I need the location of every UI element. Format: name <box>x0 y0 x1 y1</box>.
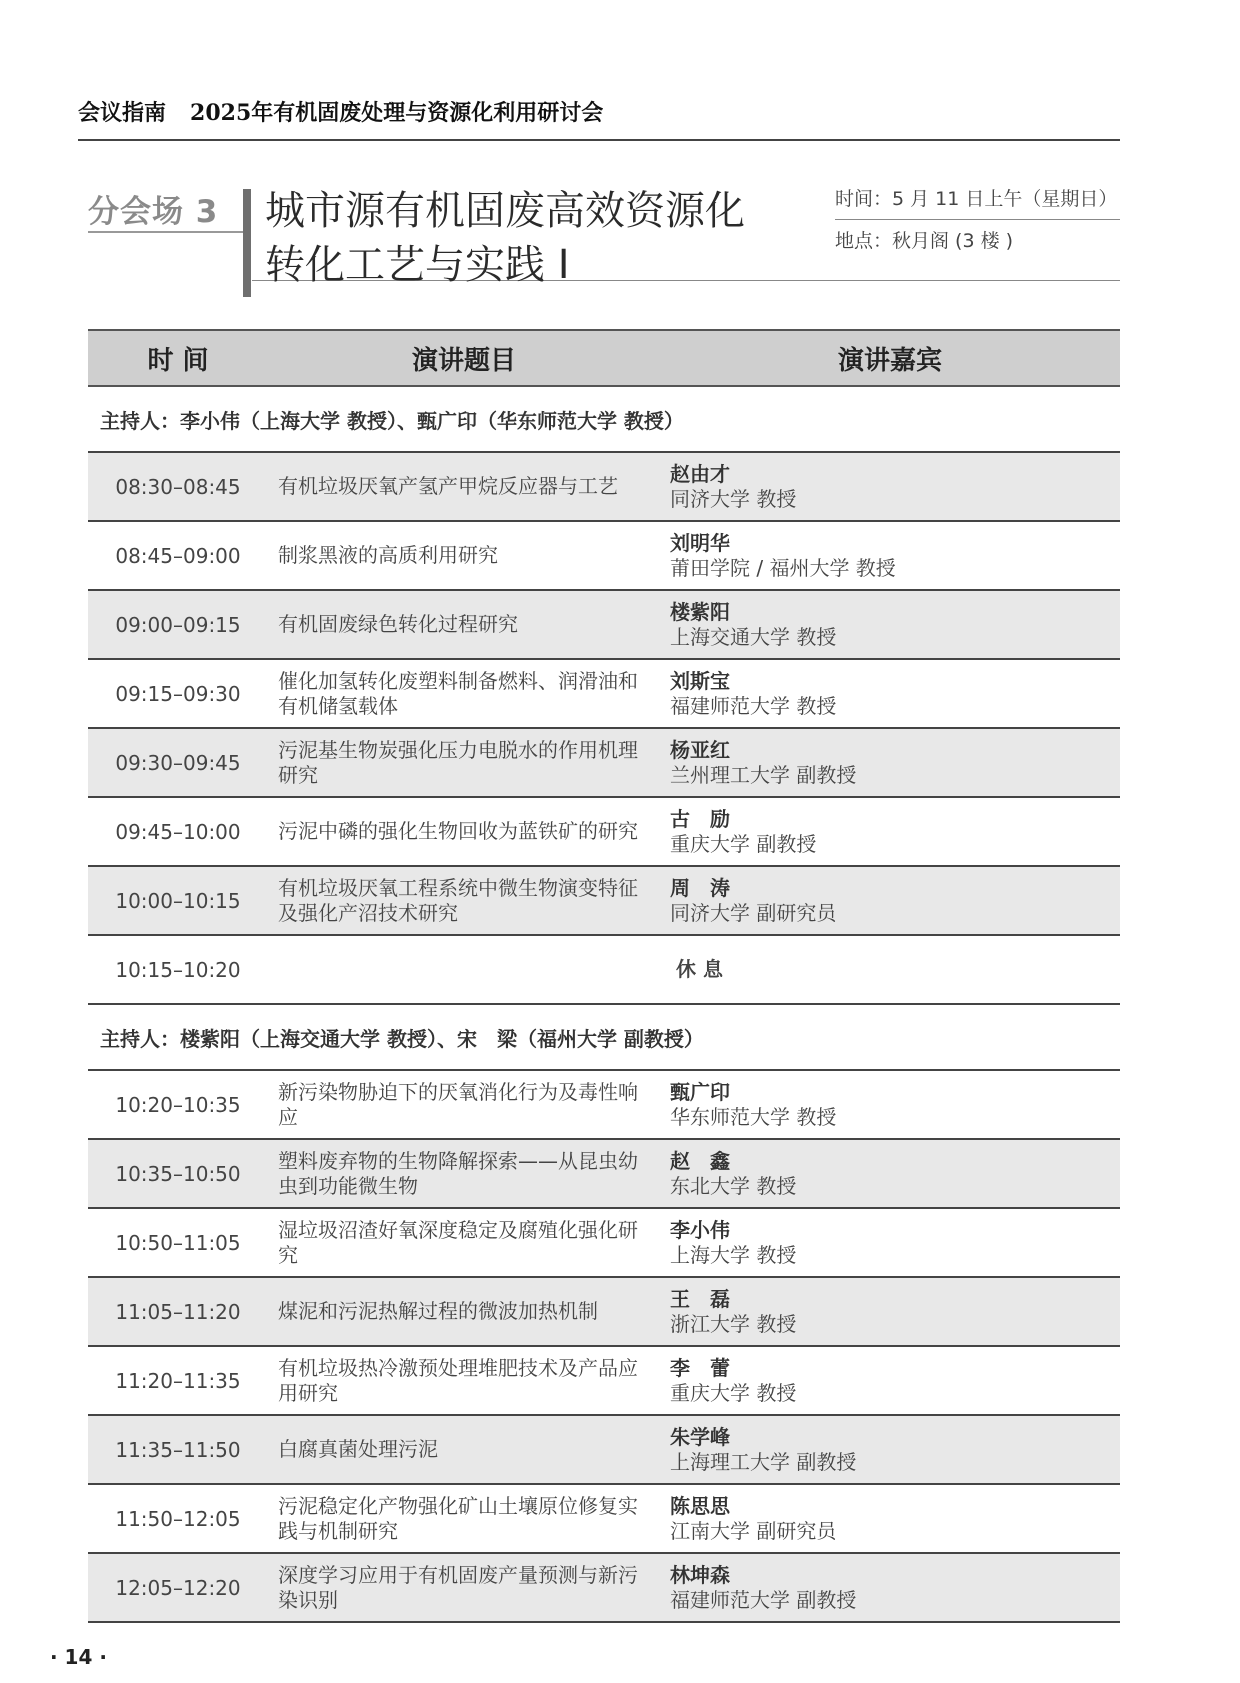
speaker-affiliation: 重庆大学 教授 <box>670 1380 797 1405</box>
title-accent-bar <box>243 189 251 297</box>
break-row <box>88 935 1120 1004</box>
speaker-name: 李小伟 <box>670 1217 730 1242</box>
header-rule <box>78 139 1120 141</box>
table-row <box>88 659 1120 728</box>
table-row <box>88 1208 1120 1277</box>
table-row <box>88 1415 1120 1484</box>
table-row <box>88 521 1120 590</box>
session-title-line1: 城市源有机固废高效资源化 <box>265 188 745 234</box>
topic-cell: 污泥稳定化产物强化矿山土壤原位修复实践与机制研究 <box>268 1484 660 1553</box>
speaker-affiliation: 福建师范大学 副教授 <box>670 1587 857 1612</box>
time-cell: 12:05–12:20 <box>88 1553 268 1622</box>
schedule-body <box>88 386 1120 1622</box>
speaker-affiliation: 浙江大学 教授 <box>670 1311 797 1336</box>
session-meta <box>835 186 1120 261</box>
time-cell: 09:00–09:15 <box>88 590 268 659</box>
topic-cell: 制浆黑液的高质利用研究 <box>268 521 660 590</box>
topic-cell: 有机垃圾热冷激预处理堆肥技术及产品应用研究 <box>268 1346 660 1415</box>
time-cell: 10:50–11:05 <box>88 1208 268 1277</box>
speaker-cell <box>660 452 1120 521</box>
topic-cell: 湿垃圾沼渣好氧深度稳定及腐殖化强化研究 <box>268 1208 660 1277</box>
page-number: · 14 · <box>50 1645 107 1669</box>
topic-cell: 催化加氢转化废塑料制备燃料、润滑油和有机储氢载体 <box>268 659 660 728</box>
speaker-name: 刘明华 <box>670 530 730 555</box>
speaker-cell <box>660 1484 1120 1553</box>
speaker-cell <box>660 521 1120 590</box>
speaker-name: 周 涛 <box>670 875 730 900</box>
speaker-affiliation: 华东师范大学 教授 <box>670 1104 837 1129</box>
speaker-affiliation: 江南大学 副研究员 <box>670 1518 837 1543</box>
schedule-table <box>88 329 1120 1623</box>
speaker-cell <box>660 1070 1120 1139</box>
speaker-name: 陈思思 <box>670 1493 730 1518</box>
table-header-row <box>88 330 1120 386</box>
table-row <box>88 1553 1120 1622</box>
topic-cell: 煤泥和污泥热解过程的微波加热机制 <box>268 1277 660 1346</box>
time-cell: 10:20–10:35 <box>88 1070 268 1139</box>
speaker-cell <box>660 728 1120 797</box>
host-text: 主持人：楼紫阳（上海交通大学 教授）、宋 梁（福州大学 副教授） <box>88 1004 1120 1070</box>
table-row <box>88 728 1120 797</box>
host-row <box>88 386 1120 452</box>
table-row <box>88 1484 1120 1553</box>
running-header <box>78 96 1118 127</box>
topic-cell: 有机垃圾厌氧工程系统中微生物演变特征及强化产沼技术研究 <box>268 866 660 935</box>
topic-cell: 塑料废弃物的生物降解探索——从昆虫幼虫到功能微生物 <box>268 1139 660 1208</box>
host-text: 主持人：李小伟（上海大学 教授）、甄广印（华东师范大学 教授） <box>88 386 1120 452</box>
table-row <box>88 1277 1120 1346</box>
time-cell: 11:35–11:50 <box>88 1415 268 1484</box>
table-row <box>88 1139 1120 1208</box>
speaker-cell <box>660 1277 1120 1346</box>
speaker-cell <box>660 1415 1120 1484</box>
speaker-name: 李 蕾 <box>670 1355 730 1380</box>
speaker-affiliation: 重庆大学 副教授 <box>670 831 817 856</box>
session-location: 地点：秋月阁 (3 楼 ) <box>835 230 1014 252</box>
topic-cell: 有机垃圾厌氧产氢产甲烷反应器与工艺 <box>268 452 660 521</box>
time-cell: 09:45–10:00 <box>88 797 268 866</box>
speaker-name: 赵 鑫 <box>670 1148 730 1173</box>
time-cell: 11:05–11:20 <box>88 1277 268 1346</box>
time-cell: 11:20–11:35 <box>88 1346 268 1415</box>
speaker-affiliation: 上海大学 教授 <box>670 1242 797 1267</box>
col-header-speaker: 演讲嘉宾 <box>660 330 1120 386</box>
topic-cell: 白腐真菌处理污泥 <box>268 1415 660 1484</box>
col-header-time: 时 间 <box>88 330 268 386</box>
speaker-name: 楼紫阳 <box>670 599 730 624</box>
speaker-affiliation: 兰州理工大学 副教授 <box>670 762 857 787</box>
speaker-name: 古 励 <box>670 806 730 831</box>
table-row <box>88 590 1120 659</box>
table-row <box>88 1070 1120 1139</box>
speaker-name: 朱学峰 <box>670 1424 730 1449</box>
topic-cell: 新污染物胁迫下的厌氧消化行为及毒性响应 <box>268 1070 660 1139</box>
topic-cell <box>268 935 660 1004</box>
session-label-rule <box>88 231 244 233</box>
session-time: 时间：5 月 11 日上午（星期日） <box>835 188 1118 210</box>
speaker-name: 王 磊 <box>670 1286 730 1311</box>
time-cell: 10:35–10:50 <box>88 1139 268 1208</box>
time-cell: 08:45–09:00 <box>88 521 268 590</box>
meta-divider <box>835 219 1120 220</box>
speaker-affiliation: 上海交通大学 教授 <box>670 624 837 649</box>
speaker-cell <box>660 1553 1120 1622</box>
speaker-affiliation: 莆田学院 / 福州大学 教授 <box>670 555 896 580</box>
speaker-affiliation: 同济大学 教授 <box>670 486 797 511</box>
topic-cell: 污泥中磷的强化生物回收为蓝铁矿的研究 <box>268 797 660 866</box>
speaker-cell <box>660 1139 1120 1208</box>
time-cell: 11:50–12:05 <box>88 1484 268 1553</box>
table-row <box>88 797 1120 866</box>
speaker-name: 林坤森 <box>670 1562 730 1587</box>
session-title <box>265 184 805 292</box>
speaker-cell <box>660 590 1120 659</box>
speaker-cell <box>660 797 1120 866</box>
speaker-name: 杨亚红 <box>670 737 730 762</box>
topic-cell: 污泥基生物炭强化压力电脱水的作用机理研究 <box>268 728 660 797</box>
header-section: 会议指南 <box>78 100 167 126</box>
speaker-cell <box>660 659 1120 728</box>
col-header-topic: 演讲题目 <box>268 330 660 386</box>
speaker-name: 甄广印 <box>670 1079 730 1104</box>
host-row <box>88 1004 1120 1070</box>
session-title-line2: 转化工艺与实践 I <box>265 242 570 288</box>
speaker-name: 赵由才 <box>670 461 730 486</box>
break-label: 休 息 <box>660 935 1120 1004</box>
speaker-affiliation: 同济大学 副研究员 <box>670 900 837 925</box>
speaker-cell <box>660 866 1120 935</box>
time-cell: 09:30–09:45 <box>88 728 268 797</box>
speaker-affiliation: 上海理工大学 副教授 <box>670 1449 857 1474</box>
topic-cell: 深度学习应用于有机固废产量预测与新污染识别 <box>268 1553 660 1622</box>
time-cell: 09:15–09:30 <box>88 659 268 728</box>
session-label: 分会场 3 <box>88 194 219 230</box>
speaker-cell <box>660 1346 1120 1415</box>
time-cell: 08:30–08:45 <box>88 452 268 521</box>
table-row <box>88 1346 1120 1415</box>
table-row <box>88 452 1120 521</box>
header-conference: 2025年有机固废处理与资源化利用研讨会 <box>190 100 604 126</box>
speaker-cell <box>660 1208 1120 1277</box>
topic-cell: 有机固废绿色转化过程研究 <box>268 590 660 659</box>
speaker-affiliation: 福建师范大学 教授 <box>670 693 837 718</box>
table-row <box>88 866 1120 935</box>
time-cell: 10:00–10:15 <box>88 866 268 935</box>
speaker-affiliation: 东北大学 教授 <box>670 1173 797 1198</box>
time-cell: 10:15–10:20 <box>88 935 268 1004</box>
speaker-name: 刘斯宝 <box>670 668 730 693</box>
